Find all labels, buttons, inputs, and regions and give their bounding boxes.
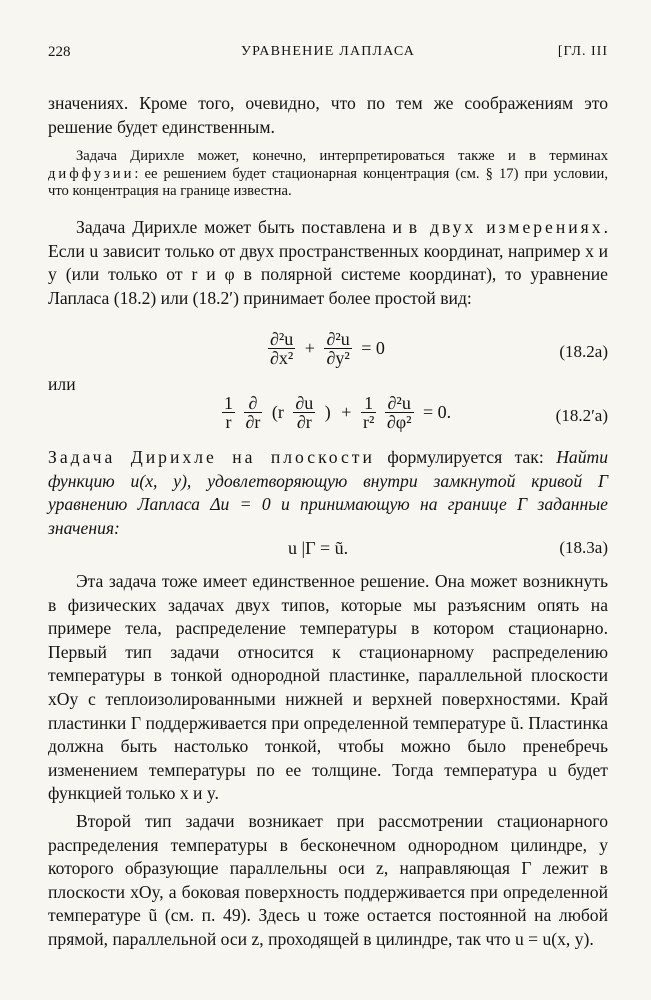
emphasis-two-dimensions: в двух измерениях	[408, 217, 604, 237]
emphasis-diffusion: диффузии	[48, 165, 135, 182]
fraction-d2u-dx2: $\frac{\text{∂²u}}{\text{∂x²}}$	[270, 329, 294, 368]
paragraph-second-type: Второй тип задачи возникает при рассмотрении стационарного распределения температуры в бесконечном однородном цилиндре, у которого образующие параллельны оси z, направляющая Γ лежит в плоскости xOy, а боковая поверхность поддерживается при определенной температуре ũ (см. п. 49). Здесь u тоже остается постоянной на любой прямой, параллельной оси z, проходящей в цилиндре, так что u = u(x, y).	[48, 811, 608, 949]
equation-18-2prime-a-body: $\frac{1}{r}$ $\frac{\partial}{\partial r}$ (r $\frac{\partial u}{\partial r}$ ) + $\frac{1}{\text{r²}}$ $\frac{\text{∂²u}}{\text{∂φ²}}$ = 0.	[224, 393, 452, 432]
paragraph-1: значениях. Кроме того, очевидно, что по тем же соображениям это решение будет единственным.	[48, 93, 608, 137]
emphasis-dirichlet-plane: Задача Дирихле на плоскости	[48, 447, 375, 467]
page-number: 228	[48, 44, 71, 60]
equation-number: (18.2a)	[559, 342, 608, 361]
conjunction-or: или	[48, 374, 76, 394]
running-header	[48, 44, 608, 66]
equation-18-3a-body: u |Γ = ũ.	[288, 538, 349, 558]
fraction-d2u-dy2: $\frac{\text{∂²u}}{\text{∂y²}}$	[326, 329, 350, 368]
italic-statement: Найти функцию u(x, y), удовлетворяющую внутри замкнутой кривой Γ уравнению Лапласа Δu = 0 и принимающую на границе Γ заданные значения:	[48, 447, 608, 538]
equation-number: (18.3a)	[559, 538, 608, 557]
paragraph-two-dimensions: Задача Дирихле может быть поставлена и в двух измерениях. Если u зависит только от двух пространственных координат, например x и y (или только от r и φ в полярной системе координат), то уравнение Лапласа (18.2) или (18.2′) принимает более простой вид:	[48, 217, 608, 308]
paragraph-first-type: Эта задача тоже имеет единственное решение. Она может возникнуть в физических задачах двух типов, которые мы разъясним опять на примере тела, распределение температуры в котором стационарно. Первый тип задачи относится к стационарному распределению температуры в тонкой однородной пластинке, параллельной плоскости xOy с теплоизолированными нижней и верхней поверхностями. Край пластинки Γ поддерживается при определенной температуре ũ. Пластинка должна быть настолько тонкой, чтобы можно было пренебречь изменением температуры по ее толщине. Тогда температура u будет функцией только x и y.	[48, 571, 608, 804]
equation-18-3a	[48, 532, 608, 562]
running-title: УРАВНЕНИЕ ЛАПЛАСА	[240, 44, 416, 59]
paragraph-diffusion-note: Задача Дирихле может, конечно, интерпретироваться также и в терминах диффузии: ее решением будет стационарная концентрация (см. § 17) при условии, что концентрация на границе известна.	[48, 148, 608, 200]
paragraph-dirichlet-plane: Задача Дирихле на плоскости формулируется так: Найти функцию u(x, y), удовлетворяющую внутри замкнутой кривой Γ уравнению Лапласа Δu = 0 и принимающую на границе Γ заданные значения:	[48, 447, 608, 538]
equation-18-2a-body: $\frac{\text{∂²u}}{\text{∂x²}}$ + $\frac{\text{∂²u}}{\text{∂y²}}$ = 0	[270, 329, 385, 368]
equation-18-2prime-a	[48, 394, 608, 438]
chapter-marker: [ГЛ. III	[557, 44, 608, 59]
equation-18-2a	[48, 330, 608, 374]
equation-number: (18.2′a)	[555, 406, 608, 425]
